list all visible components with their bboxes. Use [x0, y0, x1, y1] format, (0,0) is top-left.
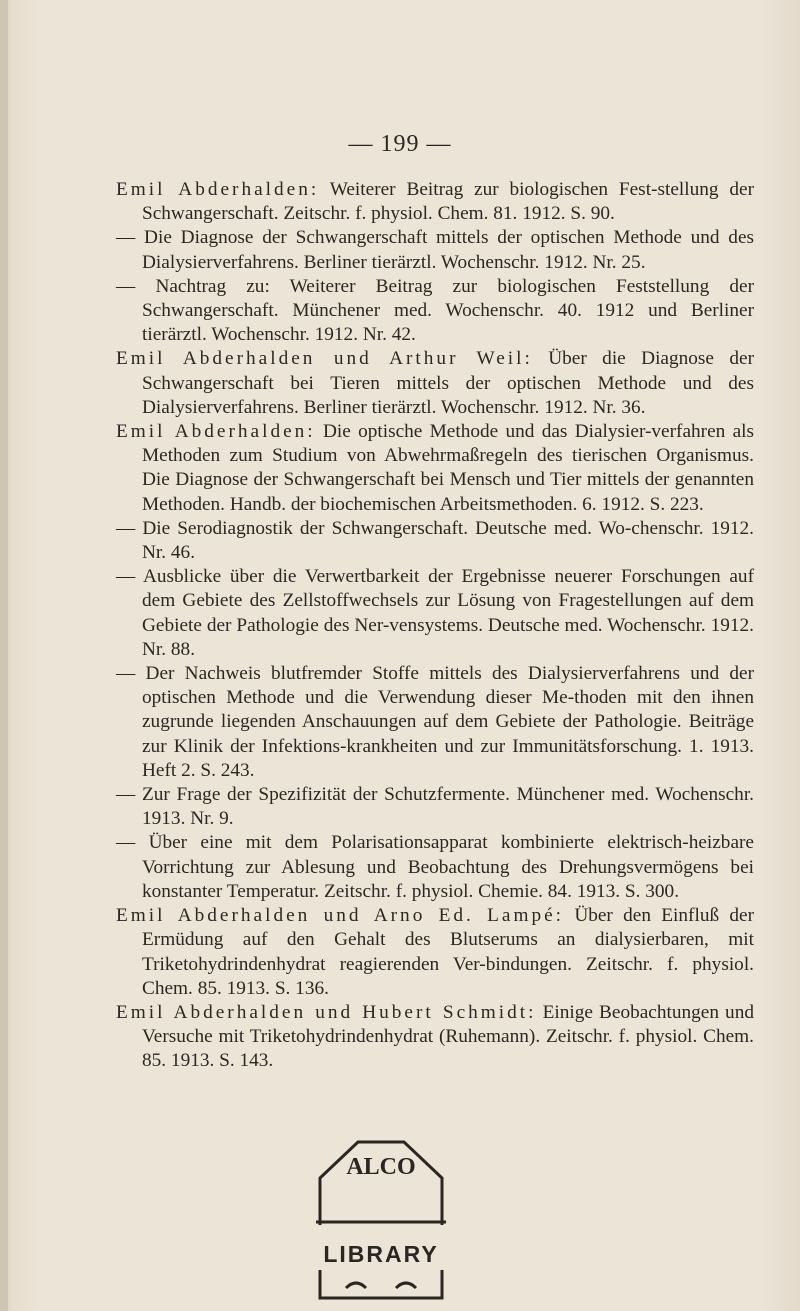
bibliography-entry	[116, 565, 754, 662]
bibliography-list	[116, 178, 754, 1074]
bibliography-entry	[116, 275, 754, 348]
entry-text: Ausblicke über die Verwertbarkeit der Ergebnisse neuerer Forschungen auf dem Gebiete des Zellstoffwechsels zur Lösung von Fragestellungen auf dem Gebiete der Pathologie des Ner-vensystems. Deutsche med. Wochenschr. 1912. Nr. 88.	[142, 566, 754, 660]
entry-dash: —	[116, 227, 145, 249]
bibliography-entry	[116, 517, 754, 565]
stamp-label: LIBRARY	[323, 1241, 439, 1267]
bibliography-entry	[116, 662, 754, 783]
entry-dash: —	[116, 784, 142, 806]
stamp-top-text: ALCO	[346, 1154, 416, 1180]
entry-author: Emil Abderhalden und Hubert Schmidt:	[116, 1001, 537, 1023]
binding-edge	[0, 0, 8, 1311]
bibliography-entry	[116, 783, 754, 831]
bibliography-entry	[116, 226, 754, 274]
entry-text: Über den Einfluß der Ermüdung auf den Gehalt des Blutserums an dialysierbaren, mit Triketohydrindenhydrat reagierenden Ver-bindungen. Zeitschr. f. physiol. Chem. 85. 1913. S. 136.	[142, 905, 754, 999]
entry-dash: —	[116, 275, 156, 297]
entry-text: Die Diagnose der Schwangerschaft mittels der optischen Methode und des Dialysierverfahrens. Berliner tierärztl. Wochenschr. 1912. Nr. 25.	[142, 227, 755, 273]
entry-text: Die optische Methode und das Dialysier-verfahren als Methoden zum Studium von Abwehrmaßregeln des tierischen Organismus. Die Diagnose der Schwangerschaft bei Mensch und Tier mittels der genannten Methoden. Handb. der biochemischen Arbeitsmethoden. 6. 1912. S. 223.	[142, 421, 754, 515]
entry-text: Weiterer Beitrag zur biologischen Fest-stellung der Schwangerschaft. Zeitschr. f. physiol. Chem. 81. 1912. S. 90.	[142, 179, 754, 225]
entry-dash: —	[116, 663, 146, 685]
bibliography-entry	[116, 420, 754, 517]
entry-text: Nachtrag zu: Weiterer Beitrag zur biologischen Feststellung der Schwangerschaft. Münchener med. Wochenschr. 40. 1912 und Berliner tierärztl. Wochenschr. 1912. Nr. 42.	[142, 275, 754, 346]
stamp-flourish-icon	[346, 1283, 416, 1288]
bibliography-entry	[116, 347, 754, 420]
entry-author: Emil Abderhalden und Arthur Weil:	[116, 348, 533, 370]
bibliography-entry	[116, 1001, 754, 1074]
entry-dash: —	[116, 517, 143, 539]
entry-dash: —	[116, 566, 143, 588]
entry-author: Emil Abderhalden und Arno Ed. Lampé:	[116, 905, 565, 927]
entry-text: Der Nachweis blutfremder Stoffe mittels des Dialysierverfahrens und der optischen Methode und die Verwendung dieser Me-thoden mit den ihnen zugrunde liegenden Anschauungen auf dem Gebiete der Pathologie. Beiträge zur Klinik der Infektions-krankheiten und zur Immunitätsforschung. 1. 1913. Heft 2. S. 243.	[142, 663, 754, 781]
entry-author: Emil Abderhalden:	[116, 421, 316, 443]
page-number: — 199 —	[348, 131, 452, 157]
library-stamp	[306, 1130, 456, 1310]
entry-author: Emil Abderhalden:	[116, 179, 320, 200]
entry-text: Einige Beobachtungen und Versuche mit Triketohydrindenhydrat (Ruhemann). Zeitschr. f. physiol. Chem. 85. 1913. S. 143.	[142, 1001, 754, 1072]
bibliography-entry	[116, 831, 754, 904]
bibliography-entry	[116, 904, 754, 1001]
entry-text: Über eine mit dem Polarisationsapparat kombinierte elektrisch-heizbare Vorrichtung zur Ablesung und Beobachtung des Drehungsvermögens bei konstanter Temperatur. Zeitschr. f. physiol. Chemie. 84. 1913. S. 300.	[142, 832, 754, 902]
entry-dash: —	[116, 832, 149, 854]
entry-text: Über die Diagnose der Schwangerschaft bei Tieren mittels der optischen Methode und des Dialysierverfahrens. Berliner tierärztl. Wochenschr. 1912. Nr. 36.	[142, 348, 754, 418]
bibliography-entry	[116, 178, 754, 226]
entry-text: Die Serodiagnostik der Schwangerschaft. Deutsche med. Wo-chenschr. 1912. Nr. 46.	[142, 517, 755, 564]
entry-text: Zur Frage der Spezifizität der Schutzfermente. Münchener med. Wochenschr. 1913. Nr. 9.	[141, 784, 754, 830]
